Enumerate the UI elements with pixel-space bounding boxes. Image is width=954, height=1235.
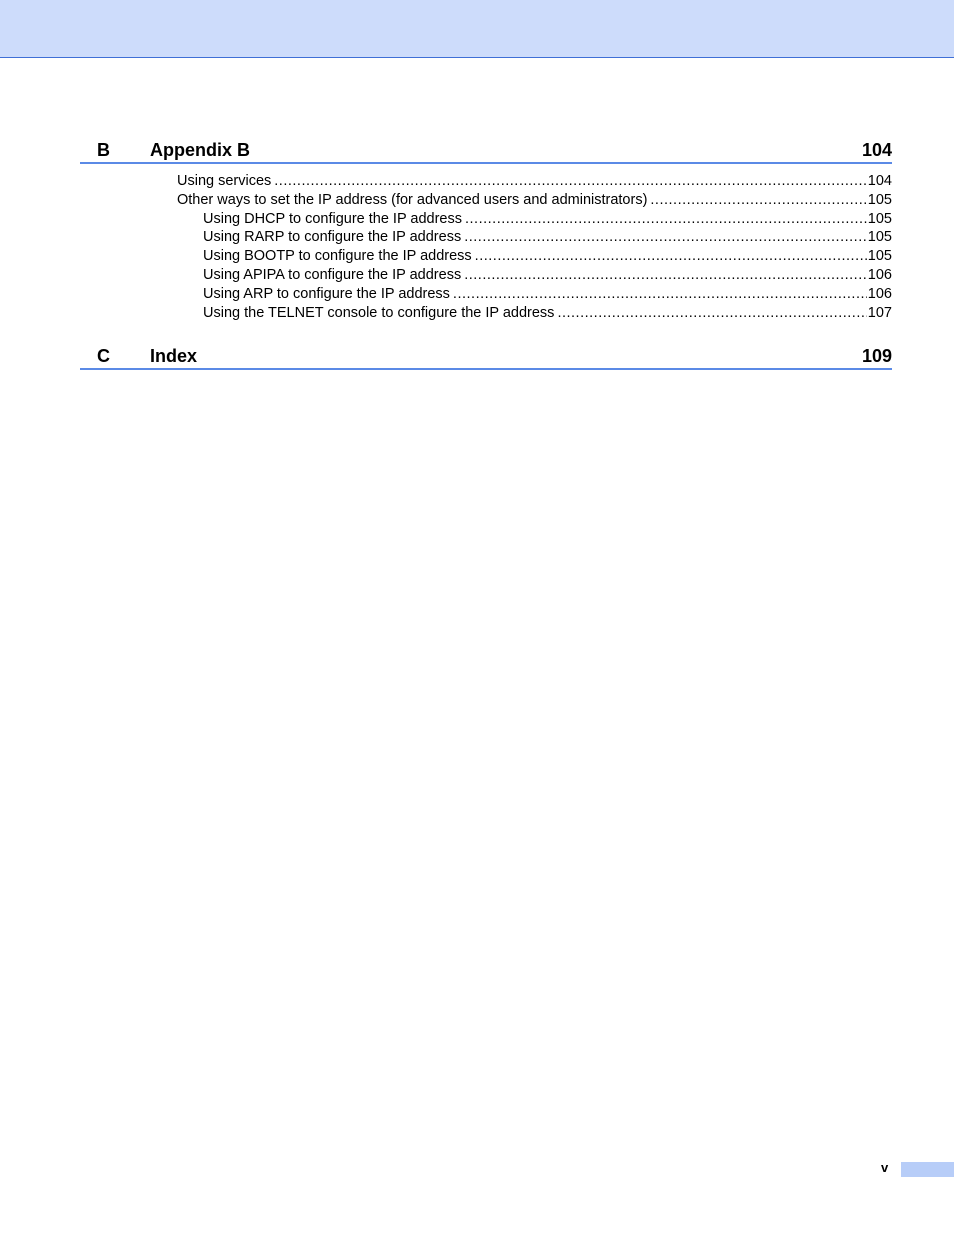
toc-entry[interactable] (80, 304, 892, 323)
footer-page-number: v (881, 1160, 889, 1175)
toc-entry-page: 105 (867, 248, 892, 265)
toc-entry[interactable] (80, 172, 892, 191)
section-heading (80, 136, 892, 164)
toc-entry[interactable] (80, 191, 892, 210)
section-letter: C (97, 346, 110, 366)
toc-entry-title: Using DHCP to configure the IP address (203, 210, 462, 227)
toc-entry-page: 104 (867, 173, 892, 189)
section-heading (80, 342, 892, 370)
toc-entries (80, 172, 892, 322)
toc-entry-title: Using BOOTP to configure the IP address (203, 248, 472, 265)
toc-entry-page: 105 (867, 191, 892, 208)
section-title[interactable]: Index (150, 346, 198, 366)
section-page-number: 109 (861, 346, 892, 366)
dot-leader (557, 304, 866, 323)
toc-entry-title: Using the TELNET console to configure the IP address (203, 304, 555, 321)
toc-entry[interactable] (80, 247, 892, 266)
toc-entry-page: 106 (867, 266, 892, 283)
dot-leader (650, 191, 866, 210)
toc-entry[interactable] (80, 266, 892, 285)
toc-entry-page: 105 (867, 210, 892, 227)
toc-section-appendix-b (80, 136, 892, 322)
toc-entry-title: Using RARP to configure the IP address (203, 229, 462, 246)
dot-leader (274, 172, 867, 191)
dot-leader (464, 266, 867, 285)
toc-entry-page: 105 (867, 229, 892, 246)
toc-entry-title: Using services (177, 173, 272, 189)
dot-leader (465, 210, 867, 229)
footer-tab (901, 1162, 954, 1177)
toc-entry-page: 106 (867, 285, 892, 302)
dot-leader (453, 285, 867, 304)
toc-entry-title: Using ARP to configure the IP address (203, 285, 450, 302)
section-title[interactable]: Appendix B (150, 140, 251, 160)
toc-section-index (80, 342, 892, 370)
section-letter: B (97, 140, 110, 160)
dot-leader (475, 247, 867, 266)
toc-entry-title: Other ways to set the IP address (for advanced users and administrators) (177, 191, 648, 208)
toc-entry-title: Using APIPA to configure the IP address (203, 266, 462, 283)
toc-entry-page: 107 (867, 304, 892, 321)
dot-leader (464, 228, 867, 247)
toc-entry[interactable] (80, 210, 892, 229)
toc-entry[interactable] (80, 285, 892, 304)
page-header-band (0, 0, 954, 58)
section-page-number: 104 (861, 140, 892, 160)
toc-entry[interactable] (80, 228, 892, 247)
